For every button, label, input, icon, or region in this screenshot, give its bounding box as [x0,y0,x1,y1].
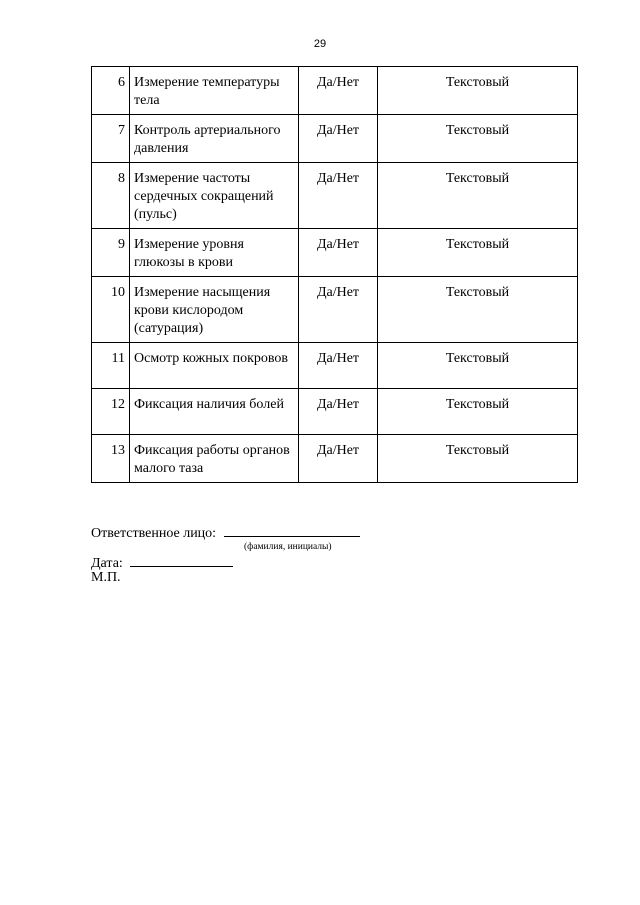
table-row [92,67,578,115]
row-type: Текстовый [378,229,578,277]
date-line [91,552,233,572]
row-name: Измерение уровня глюкозы в крови [130,229,299,277]
table-row [92,163,578,229]
table-row [92,115,578,163]
row-name: Измерение частоты сердечных сокращений (пульс) [130,163,299,229]
row-answer: Да/Нет [299,163,378,229]
row-answer: Да/Нет [299,229,378,277]
row-name: Контроль артериального давления [130,115,299,163]
table-row [92,277,578,343]
row-name: Фиксация работы органов малого таза [130,435,299,483]
row-number: 6 [92,67,130,115]
row-name: Измерение насыщения крови кислородом (сатурация) [130,277,299,343]
row-number: 10 [92,277,130,343]
row-answer: Да/Нет [299,115,378,163]
row-number: 11 [92,343,130,389]
row-answer: Да/Нет [299,277,378,343]
date-label: Дата: [91,556,123,571]
responsible-hint: (фамилия, инициалы) [244,542,332,552]
responsible-signature-blank [224,522,360,537]
row-name: Фиксация наличия болей [130,389,299,435]
row-type: Текстовый [378,277,578,343]
checklist-table [91,66,578,483]
table-row [92,435,578,483]
date-blank [130,552,233,567]
row-name: Измерение температуры тела [130,67,299,115]
row-answer: Да/Нет [299,389,378,435]
stamp-label: М.П. [91,570,121,585]
row-answer: Да/Нет [299,435,378,483]
table-row [92,389,578,435]
row-type: Текстовый [378,389,578,435]
table-row [92,343,578,389]
row-type: Текстовый [378,163,578,229]
row-type: Текстовый [378,435,578,483]
table-row [92,229,578,277]
row-number: 13 [92,435,130,483]
row-type: Текстовый [378,67,578,115]
row-number: 9 [92,229,130,277]
row-number: 7 [92,115,130,163]
row-answer: Да/Нет [299,67,378,115]
responsible-person-line [91,522,360,542]
responsible-label: Ответственное лицо: [91,526,217,541]
row-answer: Да/Нет [299,343,378,389]
row-number: 12 [92,389,130,435]
row-type: Текстовый [378,343,578,389]
row-number: 8 [92,163,130,229]
row-type: Текстовый [378,115,578,163]
row-name: Осмотр кожных покровов [130,343,299,389]
page-number: 29 [313,38,327,50]
